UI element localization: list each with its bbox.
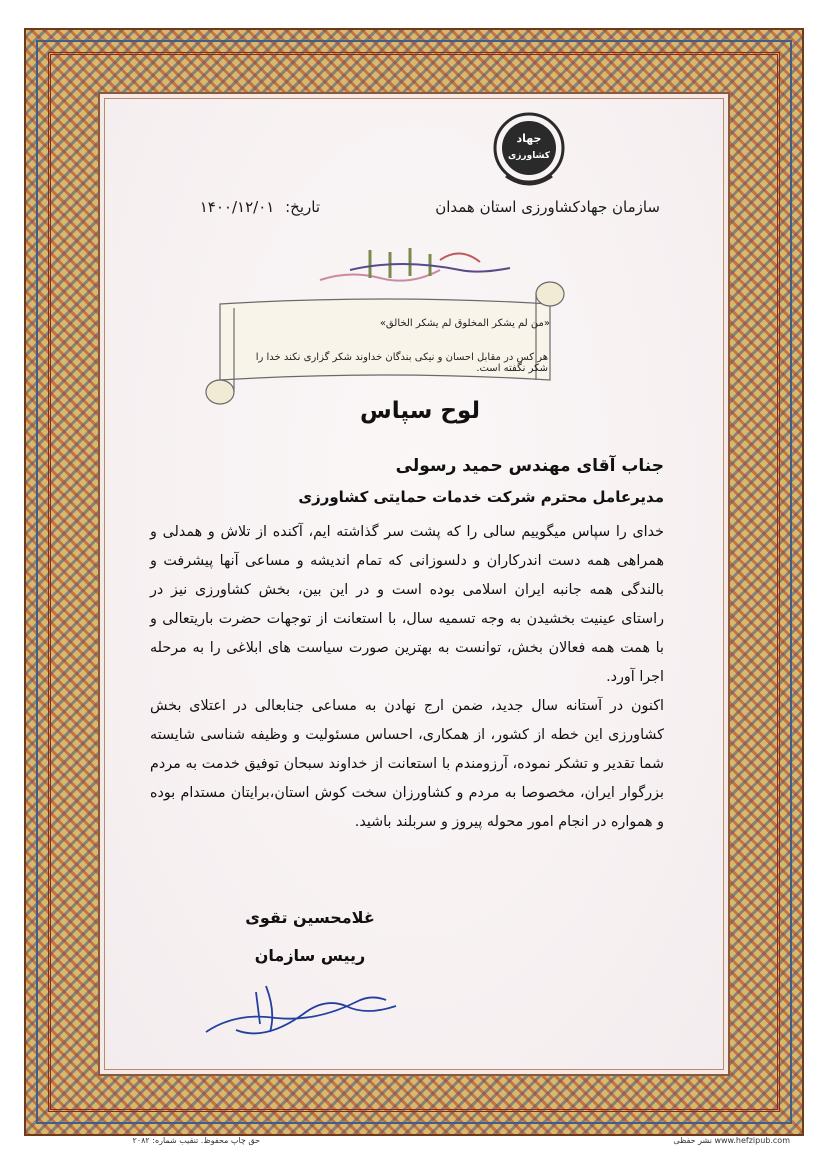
recipient-position: مدیرعامل محترم شرکت خدمات حمایتی کشاورزی (298, 488, 664, 506)
svg-text:جهاد: جهاد (516, 132, 542, 145)
footer-copyright: حق چاپ محفوظ. تنقیب شماره: ۲۰۸۲ (132, 1136, 260, 1145)
body-paragraph: خدای را سپاس میگوییم سالی را که پشت سر گذاشته ایم، آکنده از تلاش و همدلی و همراهی همه دست اندرکاران و دلسوزانی که تمام اندیشه و مساعی آنها پیشرفت و بالندگی همه جانبه ایران اسلامی بوده است و در این بین، بخش کشاورزی نیز در راستای عینیت بخشیدن به وجه تسمیه سال، با استعانت از توجهات حضرت باریتعالی و با همت همه فعالان بخش، توانست به بهترین صورت سیاست های ابلاغی را به مرحله اجرا آورد. (150, 524, 664, 685)
body-paragraph: اکنون در آستانه سال جدید، ضمن ارج نهادن به مساعی جنابعالی در اعتلای بخش کشاورزی این خطه از کشور، از همکاری، احساس مسئولیت و وظیفه شناسی شایسته شما تقدیر و تشکر نموده، آرزومندم با استعانت از خداوند سبحان توفیق خدمت به مردم بزرگوار ایران، مخصوصا به مردم و کشاورزان سخت کوش استان،برایتان مستدام بوده و همواره در انجام امور محوله پیروز و سربلند باشید. (150, 698, 664, 830)
date-label: تاریخ: (285, 198, 320, 216)
organization-logo (486, 108, 572, 194)
recipient-name: جناب آقای مهندس حمید رسولی (395, 456, 664, 476)
date-value: ۱۴۰۰/۱۲/۰۱ (199, 198, 275, 216)
certificate-body (150, 518, 664, 837)
svg-text:کشاورزی: کشاورزی (508, 151, 550, 161)
hadith-translation: هر کس در مقابل احسان و نیکی بندگان خداوند شکر گزاری نکند خدا را شکر نگفته است. (255, 352, 548, 374)
date-line (160, 198, 320, 216)
scroll-banner (200, 280, 570, 408)
footer-publisher: www.hefzipub.com نشر حفظی (673, 1136, 790, 1145)
organization-name: سازمان جهادکشاورزی استان همدان (435, 198, 660, 216)
hadith-quote: «من لم یشکر المخلوق لم یشکر الخالق» (379, 318, 550, 329)
certificate-title: لوح سپاس (359, 398, 481, 424)
handwritten-signature (196, 972, 436, 1052)
signer-title: رییس سازمان (254, 946, 366, 965)
signer-name: غلامحسین تقوی (245, 908, 375, 927)
